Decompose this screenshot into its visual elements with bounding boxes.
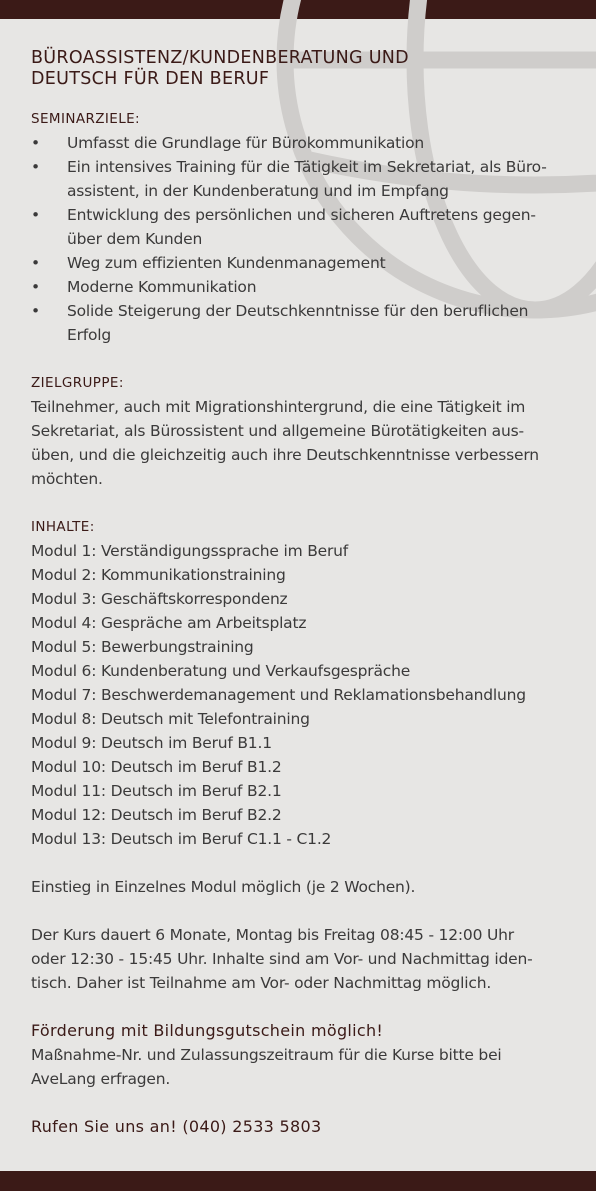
list-item: • Solide Steigerung der Deutschkenntnisse für den beruflichen Erfolg — [31, 302, 529, 344]
list-item: Modul 7: Beschwerdemanagement und Reklamationsbehandlung — [31, 686, 526, 704]
list-item: Modul 12: Deutsch im Beruf B2.2 — [31, 806, 282, 824]
seminarziele-list — [31, 131, 587, 347]
list-item: Modul 4: Gespräche am Arbeitsplatz — [31, 614, 307, 632]
flyer-content — [31, 48, 587, 1139]
list-item: Modul 1: Verständigungssprache im Beruf — [31, 542, 349, 560]
bottom-band — [0, 1171, 596, 1191]
list-item: Modul 2: Kommunikationstraining — [31, 566, 286, 584]
title-line: DEUTSCH FÜR DEN BERUF — [31, 69, 270, 89]
foerderung-heading: Förderung mit Bildungsgutschein möglich! — [31, 1021, 384, 1040]
module-list — [31, 539, 587, 851]
list-item: Modul 9: Deutsch im Beruf B1.1 — [31, 734, 272, 752]
einstieg-text: Einstieg in Einzelnes Modul möglich (je 2 Wochen). — [31, 878, 416, 896]
inhalte-label: INHALTE: — [31, 519, 95, 535]
list-item: Modul 6: Kundenberatung und Verkaufsgespräche — [31, 662, 411, 680]
list-item: • Entwicklung des persönlichen und sicheren Auftretens gegen- über dem Kunden — [31, 206, 536, 248]
list-item: Modul 11: Deutsch im Beruf B2.1 — [31, 782, 282, 800]
list-item: • Ein intensives Training für die Tätigkeit im Sekretariat, als Büro- assistent, in der Kundenberatung und im Empfang — [31, 158, 547, 200]
kursdauer-text: Der Kurs dauert 6 Monate, Montag bis Freitag 08:45 - 12:00 Uhr oder 12:30 - 15:45 Uhr. Inhalte sind am Vor- und Nachmittag iden- tisch. Daher ist Teilnahme am Vor- oder Nachmittag möglich. — [31, 926, 533, 992]
zielgruppe-label: ZIELGRUPPE: — [31, 375, 124, 391]
zielgruppe-text: Teilnehmer, auch mit Migrationshintergrund, die eine Tätigkeit im Sekretariat, als Bürossistent und allgemeine Bürotätigkeiten aus- üben, und die gleichzeitig auch ihre Deutschkenntnisse verbessern möchten. — [31, 398, 539, 488]
list-item: • Moderne Kommunikation — [31, 278, 257, 296]
list-item: • Umfasst die Grundlage für Bürokommunikation — [31, 134, 425, 152]
list-item: Modul 8: Deutsch mit Telefontraining — [31, 710, 310, 728]
list-item: Modul 10: Deutsch im Beruf B1.2 — [31, 758, 282, 776]
list-item: Modul 3: Geschäftskorrespondenz — [31, 590, 288, 608]
list-item: • Weg zum effizienten Kundenmanagement — [31, 254, 386, 272]
page-title — [31, 48, 587, 90]
seminarziele-label: SEMINARZIELE: — [31, 111, 141, 127]
list-item: Modul 13: Deutsch im Beruf C1.1 - C1.2 — [31, 830, 332, 848]
foerderung-text: Maßnahme-Nr. und Zulassungszeitraum für die Kurse bitte bei AveLang erfragen. — [31, 1046, 502, 1088]
phone-call-to-action: Rufen Sie uns an! (040) 2533 5803 — [31, 1117, 322, 1136]
list-item: Modul 5: Bewerbungstraining — [31, 638, 254, 656]
title-line: BÜROASSISTENZ/KUNDENBERATUNG UND — [31, 48, 409, 68]
